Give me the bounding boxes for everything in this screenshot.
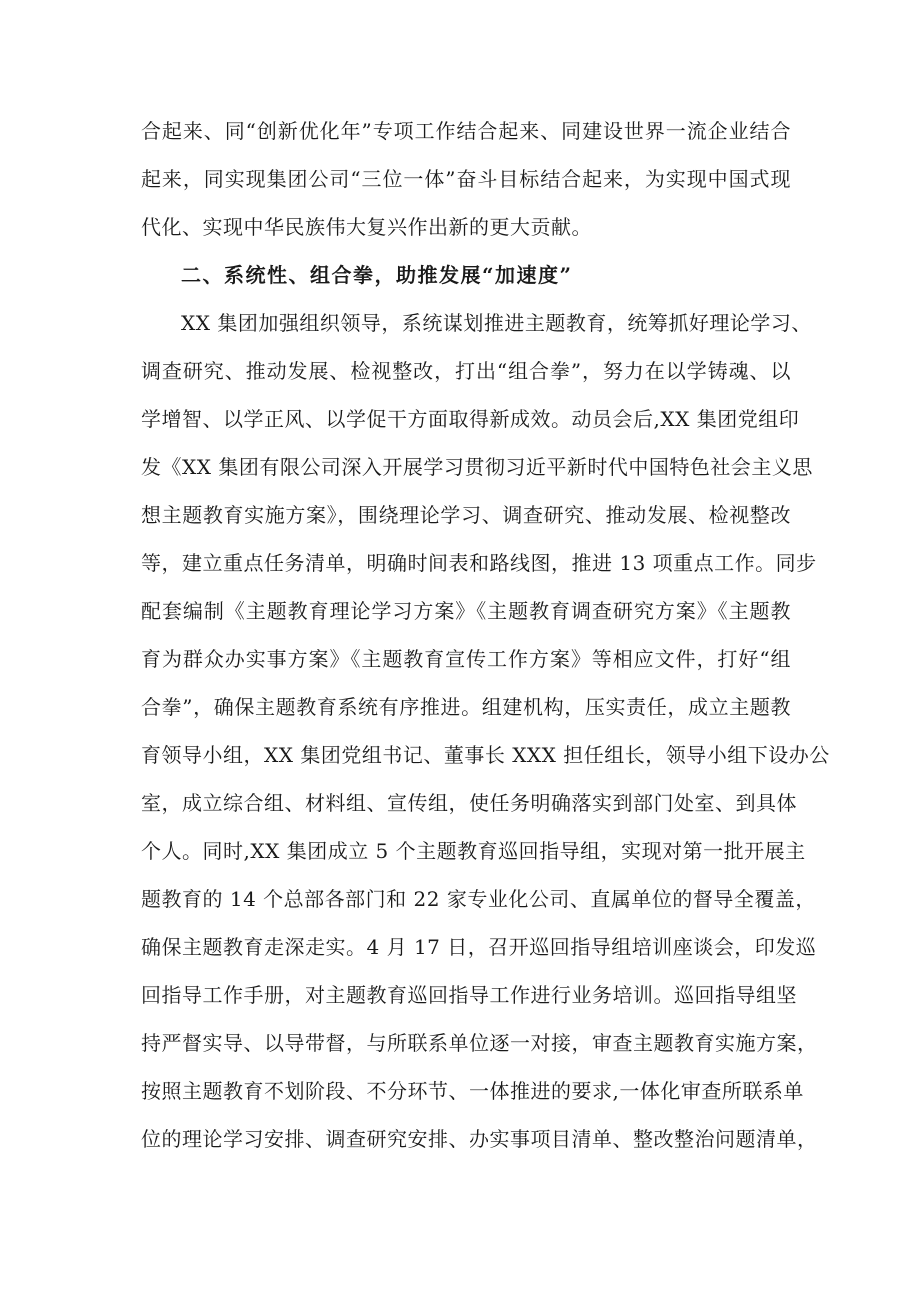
paragraph-line: 合拳”，确保主题教育系统有序推进。组建机构，压实责任，成立主题教 <box>141 695 791 719</box>
paragraph-line: 确保主题教育走深走实。4 月 17 日，召开巡回指导组培训座谈会，印发巡 <box>141 935 817 959</box>
paragraph-line: 位的理论学习安排、调查研究安排、办实事项目清单、整改整治问题清单， <box>141 1127 818 1151</box>
paragraph-line: 持严督实导、以导带督，与所联系单位逐一对接，审查主题教育实施方案， <box>141 1031 818 1055</box>
paragraph-line: XX 集团加强组织领导，系统谋划推进主题教育，统筹抓好理论学习、 <box>181 311 812 335</box>
section-heading: 二、系统性、组合拳，助推发展“加速度” <box>181 263 573 287</box>
paragraph-line: 学增智、以学正风、以学促干方面取得新成效。动员会后,XX 集团党组印 <box>141 407 800 431</box>
paragraph-line: 配套编制《主题教育理论学习方案》《主题教育调查研究方案》《主题教 <box>141 599 791 623</box>
paragraph-line: 回指导工作手册，对主题教育巡回指导工作进行业务培训。巡回指导组坚 <box>141 983 797 1007</box>
paragraph-line: 代化、实现中华民族伟大复兴作出新的更大贡献。 <box>141 215 592 239</box>
paragraph-line: 按照主题教育不划阶段、不分环节、一体推进的要求,一体化审查所联系单 <box>141 1079 804 1103</box>
paragraph-line: 合起来、同“创新优化年”专项工作结合起来、同建设世界一流企业结合 <box>141 119 791 143</box>
paragraph-line: 个人。同时,XX 集团成立 5 个主题教育巡回指导组，实现对第一批开展主 <box>141 839 806 863</box>
paragraph-line: 起来，同实现集团公司“三位一体”奋斗目标结合起来，为实现中国式现 <box>141 167 791 191</box>
paragraph-line: 发《XX 集团有限公司深入开展学习贯彻习近平新时代中国特色社会主义思 <box>141 455 813 479</box>
paragraph-line: 调查研究、推动发展、检视整改，打出“组合拳”，努力在以学铸魂、以 <box>141 359 791 383</box>
paragraph-line: 育为群众办实事方案》《主题教育宣传工作方案》等相应文件，打好“组 <box>141 647 791 671</box>
paragraph-line: 室，成立综合组、材料组、宣传组，使任务明确落实到部门处室、到具体 <box>141 791 797 815</box>
paragraph-line: 想主题教育实施方案》，围绕理论学习、调查研究、推动发展、检视整改 <box>141 503 791 527</box>
paragraph-line: 等，建立重点任务清单，明确时间表和路线图，推进 13 项重点工作。同步 <box>141 551 817 575</box>
paragraph-line: 育领导小组，XX 集团党组书记、董事长 XXX 担任组长，领导小组下设办公 <box>141 743 830 767</box>
paragraph-line: 题教育的 14 个总部各部门和 22 家专业化公司、直属单位的督导全覆盖， <box>141 887 816 911</box>
